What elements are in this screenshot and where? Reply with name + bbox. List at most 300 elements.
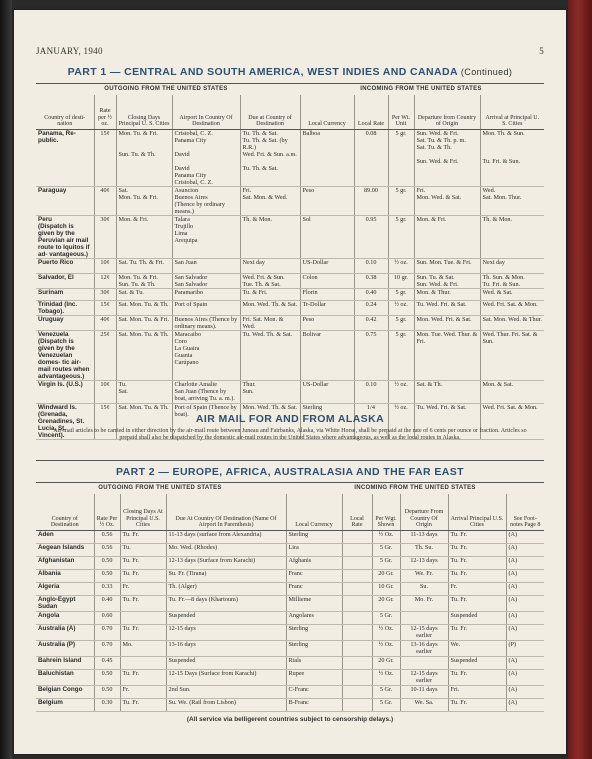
table-cell: ½ oz. [388, 258, 414, 273]
table-cell: Buenos Aires (Thence by ordinary means). [172, 315, 240, 330]
table-cell: 0.75 [354, 330, 388, 380]
table-cell: (A) [506, 569, 544, 582]
country-cell: Uruguay [36, 315, 94, 330]
table-cell: Sterling [300, 403, 354, 439]
table-cell: Paramaribo [172, 288, 240, 300]
table-cell: Charlotte Amalie San Juan (Thence by boat, arriving Tu. a. m.). [172, 380, 240, 403]
table-cell: Mo. [120, 640, 166, 656]
table-cell: Tu. Fr. [120, 698, 166, 711]
table-cell: Next day [480, 258, 544, 273]
table-cell: Mon. Tu. & Fri. Sun. Tu. & Th. [116, 129, 172, 186]
table-cell: 12-15 days [166, 624, 286, 640]
table-cell: (P) [506, 640, 544, 656]
table-cell: 0.50 [94, 685, 120, 698]
table-cell: We. Sa. [400, 698, 448, 711]
table-cell: Suspended [166, 656, 286, 669]
table-cell: 0.56 [94, 530, 120, 543]
column-header: Arrival at Principal U. S. Cities [480, 95, 544, 129]
table-cell: Th. & Mon. [240, 215, 300, 258]
table-cell: 0.24 [354, 300, 388, 315]
table-cell: 5 gr. [388, 330, 414, 380]
table-cell: ½ Oz. [372, 640, 400, 656]
table-cell: Mon. & Sat. [480, 380, 544, 403]
table-cell: Cristobal, C. Z. Panama City David David Panama City Cristobal, C. Z. [172, 129, 240, 186]
part1-title [14, 66, 566, 78]
table-cell: Sat. Mon. Tu. & Th. [116, 403, 172, 439]
table-cell [120, 656, 166, 669]
table-cell: 11-13 days [400, 530, 448, 543]
country-cell: Albania [36, 569, 94, 582]
table-cell: Maracaibo Coro La Guaira Guanta Carúpano [172, 330, 240, 380]
table-cell: Th. & Mon. [480, 215, 544, 258]
table-cell: 20 Gr. [372, 595, 400, 611]
table-cell: Sat. Mon. Tu. & Th. [116, 330, 172, 380]
table-cell: Sat. Mon. Tu. & Th. [116, 300, 172, 315]
table-cell: Sat. & Tu. [116, 288, 172, 300]
table-cell: (A) [506, 624, 544, 640]
table-cell: US-Dollar [300, 258, 354, 273]
table-cell: 10 gr. [388, 273, 414, 288]
alaska-title: AIR MAIL FOR AND FROM ALASKA [195, 413, 385, 425]
table-cell: 0.60 [94, 611, 120, 624]
table-cell: 5 gr. [388, 315, 414, 330]
country-cell: Angola [36, 611, 94, 624]
table-cell: C-Franc [286, 685, 342, 698]
table-cell: Th. Su. [400, 543, 448, 556]
table-cell [342, 595, 372, 611]
table-cell: 20 Gr. [372, 656, 400, 669]
table-cell: 0.42 [354, 315, 388, 330]
column-header: Closing Days Principal U. S. Cities [116, 95, 172, 129]
book-spine [0, 0, 12, 759]
country-cell: Australia (P) [36, 640, 94, 656]
table-row [36, 640, 544, 656]
column-header: Country of Destination [36, 494, 94, 530]
table-row [36, 315, 544, 330]
table-cell: Peso [300, 315, 354, 330]
table-cell: Tu. Fr. [448, 569, 506, 582]
table-cell: Wed. Sat. Mon. Thur. [480, 186, 544, 215]
table-cell: (A) [506, 698, 544, 711]
country-cell: Bahrein Island [36, 656, 94, 669]
table-cell: Franc [286, 582, 342, 595]
table-cell: 5 gr. [388, 186, 414, 215]
table-cell: 89.00 [354, 186, 388, 215]
country-cell: Afghanistan [36, 556, 94, 569]
table-row [36, 258, 544, 273]
column-header: Country of desti- nation [36, 95, 94, 129]
table-cell: Mon. & Thur. [414, 288, 480, 300]
book-cover-edge [568, 0, 592, 759]
country-cell: Panama, Re- public. [36, 129, 94, 186]
table-cell: Mon. Tue. Wed. Thur. & Fri. [414, 330, 480, 380]
table-cell: 12-15 days earlier [400, 669, 448, 685]
table-cell: 5 Gr. [372, 685, 400, 698]
table-cell: Mon. Tu. & Fri. Sun. Tu. & Th. [116, 273, 172, 288]
table-cell: Sat. & Th. [414, 380, 480, 403]
column-header: Local Currency [286, 494, 342, 530]
table-cell: Tu. Th. & Sat. Tu. Th. & Sat. (by R.R.) Wed. Fri. & Sun. a.m. Tu. Th. & Sat. [240, 129, 300, 186]
country-cell: Windward Is. (Grenada, Grenadines, St. Lucia, St. Vincent). [36, 403, 94, 439]
table-cell: (A) [506, 582, 544, 595]
table-cell: 0.38 [354, 273, 388, 288]
column-header: Due At Country Of Destination (Name Of Airport In Parenthesis) [166, 494, 286, 530]
table-cell [400, 611, 448, 624]
table-cell: Mon. Wed. Fri. & Sat. [414, 315, 480, 330]
table-cell: Fri. [448, 685, 506, 698]
table-row [36, 669, 544, 685]
column-header: Arrival Principal U.S. Cities [448, 494, 506, 530]
table-cell: Peso [300, 186, 354, 215]
table-cell [342, 624, 372, 640]
table-cell: US-Dollar [300, 380, 354, 403]
table-cell: (A) [506, 685, 544, 698]
table-cell: 15¢ [94, 300, 116, 315]
table-cell: Tu. Wed. Fri. & Sat. [414, 403, 480, 439]
country-cell: Baluchistan [36, 669, 94, 685]
table-cell: Mon. Th. & Sun. Tu. Fri. & Sun. [480, 129, 544, 186]
table-cell: Sun. Mon. Tue. & Fri. [414, 258, 480, 273]
table-row [36, 129, 544, 186]
divider [36, 460, 544, 461]
table-cell: Colon [300, 273, 354, 288]
table-cell: Afghanis [286, 556, 342, 569]
table-cell: 0.30 [94, 698, 120, 711]
table-cell: Sol [300, 215, 354, 258]
country-cell: Australia (A) [36, 624, 94, 640]
table-row [36, 569, 544, 582]
table-cell: Tu. Wed. Th. & Sat. [240, 330, 300, 380]
part1-title-text: PART 1 — CENTRAL AND SOUTH AMERICA, WEST INDIES AND CANADA [67, 66, 458, 78]
table-cell: Tu. Fr. [448, 556, 506, 569]
table-cell: 5 Gr. [372, 611, 400, 624]
table-cell: Rupee [286, 669, 342, 685]
page-number: 5 [539, 46, 544, 56]
column-header: Closing Days At Principal U.S. Cities [120, 494, 166, 530]
table-cell: 15¢ [94, 403, 116, 439]
country-cell: Puerto Rico [36, 258, 94, 273]
table-cell [342, 582, 372, 595]
table-cell: Tu. Fr. [120, 569, 166, 582]
table-cell: Fri. Mon. Wed. & Sat. [414, 186, 480, 215]
part2-outgoing-label: OUTGOING FROM THE UNITED STATES [98, 485, 222, 491]
column-header: Departure from Country of Origin [414, 95, 480, 129]
table-cell [342, 669, 372, 685]
table-cell: (A) [506, 669, 544, 685]
table-cell: Tu. Fr. [120, 530, 166, 543]
table-cell: 25¢ [94, 330, 116, 380]
table-cell: 0.40 [354, 288, 388, 300]
table-cell: Talara Trujillo Lima Arequipa [172, 215, 240, 258]
table-cell: 1/4 [354, 403, 388, 439]
page-date: JANUARY, 1940 [36, 46, 103, 56]
country-cell: Aden [36, 530, 94, 543]
part2-title: PART 2 — EUROPE, AFRICA, AUSTRALASIA AND THE FAR EAST [116, 466, 464, 478]
table-cell: Tu. Sat. [116, 380, 172, 403]
table-cell: Port of Spain [172, 300, 240, 315]
table-cell: Tu. Fr. [120, 595, 166, 611]
table-row [36, 543, 544, 556]
table-row [36, 656, 544, 669]
table-cell: Tu. Fr. [448, 543, 506, 556]
table-cell: Suspended [448, 656, 506, 669]
part1-continued: (Continued) [460, 67, 513, 77]
table-cell: Balboa [300, 129, 354, 186]
column-header: See Foot- notes Page 8 [506, 494, 544, 530]
table-row [36, 698, 544, 711]
table-cell: Wed. Thur. Fri. Sat. & Sun. [480, 330, 544, 380]
table-cell: Tu. Fr. [120, 556, 166, 569]
table-cell [342, 656, 372, 669]
table-cell: 5 Gr. [372, 556, 400, 569]
table-cell: 5 gr. [388, 129, 414, 186]
table-cell [120, 611, 166, 624]
column-header: Per Wt. Unit [388, 95, 414, 129]
table-cell: 0.95 [354, 215, 388, 258]
table-cell: Tu. & Fri. [240, 288, 300, 300]
table-cell: 12-13 days (Surface from Karachi) [166, 556, 286, 569]
table-cell [342, 685, 372, 698]
part1-outgoing-label: OUTGOING FROM THE UNITED STATES [104, 86, 228, 92]
table-cell: (A) [506, 611, 544, 624]
table-cell: 12-15 days earlier [400, 624, 448, 640]
table-cell: We. [448, 640, 506, 656]
table-row [36, 595, 544, 611]
table-cell: (A) [506, 656, 544, 669]
table-row [36, 530, 544, 543]
table-cell: Sterling [286, 640, 342, 656]
country-cell: Belgian Congo [36, 685, 94, 698]
table-cell: (A) [506, 556, 544, 569]
table-cell: 30¢ [94, 215, 116, 258]
table-cell: 5 Gr. [372, 698, 400, 711]
table-cell: ½ oz. [388, 300, 414, 315]
column-header: Rate Per ½ Oz. [94, 494, 120, 530]
table-cell: ½ Oz. [372, 669, 400, 685]
country-cell: Anglo-Egypt Sudan [36, 595, 94, 611]
table-cell: 30¢ [94, 288, 116, 300]
table-cell: 0.50 [94, 556, 120, 569]
table-cell: ½ oz. [388, 380, 414, 403]
column-header: Due at Country of Destination [240, 95, 300, 129]
part1-table [36, 95, 544, 440]
table-cell: Fr. [120, 582, 166, 595]
table-cell: 2nd Sun. [166, 685, 286, 698]
country-cell: Trinidad (Inc. Tobago). [36, 300, 94, 315]
table-cell: San Juan [172, 258, 240, 273]
table-cell: Th. Sun. & Mon. Tu. Fri. & Sun. [480, 273, 544, 288]
table-cell: Tu. Fr. [120, 624, 166, 640]
table-cell: Fri. Sat. Mon. & Wed. [240, 315, 300, 330]
table-row [36, 300, 544, 315]
table-cell: 0.10 [354, 380, 388, 403]
country-cell: Belgium [36, 698, 94, 711]
table-cell: Sun. Wed. & Fri. Sat. Tu. & Th. p. m. Sat. Tu. & Th. Sun. Wed. & Fri. [414, 129, 480, 186]
table-cell: Asuncion Buenos Aires (Thence by ordinary means.) [172, 186, 240, 215]
part2-incoming-label: INCOMING FROM THE UNITED STATES [354, 485, 476, 491]
table-cell: Tu. Fr. [448, 669, 506, 685]
table-cell: 12¢ [94, 273, 116, 288]
table-row [36, 611, 544, 624]
divider [36, 83, 544, 84]
country-cell: Surinam [36, 288, 94, 300]
table-cell [342, 698, 372, 711]
table-cell: Bolivar [300, 330, 354, 380]
table-cell: Fri. Sat. Mon. & Wed. [240, 186, 300, 215]
part2-table [36, 494, 544, 712]
table-cell: Suspended [166, 611, 286, 624]
country-cell: Paraguay [36, 186, 94, 215]
table-row [36, 215, 544, 258]
table-cell: Tu. Wed. Fri. & Sat. [414, 300, 480, 315]
table-cell: 13-16 days earlier [400, 640, 448, 656]
table-cell: Millieme [286, 595, 342, 611]
table-cell: (A) [506, 595, 544, 611]
table-cell: Rials [286, 656, 342, 669]
column-header: Rate per ½ oz. [94, 95, 116, 129]
table-cell: (A) [506, 530, 544, 543]
table-cell: Lira [286, 543, 342, 556]
table-cell: Sun. Tu. & Sat. Sun. Wed. & Fri. [414, 273, 480, 288]
table-cell: Mo. Wed. (Rhodes) [166, 543, 286, 556]
table-cell: Mo. Fr. [400, 595, 448, 611]
column-header: Local Rate [342, 494, 372, 530]
table-cell: 0.70 [94, 624, 120, 640]
table-cell: Florin [300, 288, 354, 300]
document-page [14, 10, 566, 754]
table-cell: We. Fr. [400, 569, 448, 582]
table-cell [342, 640, 372, 656]
table-cell: Su. [400, 582, 448, 595]
table-cell: San Salvador San Salvador [172, 273, 240, 288]
part1-incoming-label: INCOMING FROM THE UNITED STATES [360, 86, 482, 92]
table-cell [342, 543, 372, 556]
table-cell: Suspended [448, 611, 506, 624]
table-row [36, 186, 544, 215]
country-cell: Aegean Islands [36, 543, 94, 556]
table-cell: Tu. [120, 543, 166, 556]
table-cell: Mon. & Fri. [414, 215, 480, 258]
table-cell: 11-13 days (surface from Alexandria) [166, 530, 286, 543]
table-cell: Sterling [286, 530, 342, 543]
footer-note: (All service via belligerent countries subject to censorship delays.) [186, 716, 394, 723]
table-cell: 0.40 [94, 595, 120, 611]
table-cell: 0.08 [354, 129, 388, 186]
table-cell: Fr. [120, 685, 166, 698]
table-cell: 0.56 [94, 543, 120, 556]
table-row [36, 624, 544, 640]
column-header: Local Rate [354, 95, 388, 129]
table-row [36, 685, 544, 698]
table-cell: Sat. Mon. Wed. & Thur. [480, 315, 544, 330]
table-cell: Sterling [286, 624, 342, 640]
table-cell: Mon. Wed. Th. & Sat. [240, 300, 300, 315]
table-cell: Fr. [448, 582, 506, 595]
table-row [36, 273, 544, 288]
table-cell: Tu. Fr.—8 days (Khartoum) [166, 595, 286, 611]
table-cell: Su. We. (Rail from Lisbon) [166, 698, 286, 711]
alaska-text: Air-mail articles to be carried in either direction by the air-mail route between Juneau and Fairbanks, Alaska, via White Horse, shall be prepaid at the rate of 6 cents per ounce or fraction. Articles so prepaid shall also be dispatched by the domestic air-mail routes in the United States where advantageous, as well as the local routes in Alaska. [53, 428, 527, 441]
country-cell: Virgin Is. (U.S.) [36, 380, 94, 403]
table-cell: Tu. Fr. [448, 624, 506, 640]
table-row [36, 380, 544, 403]
table-cell [342, 569, 372, 582]
country-cell: Salvador, El [36, 273, 94, 288]
table-cell: 5 gr. [388, 215, 414, 258]
table-cell: Sat. Tu. Th. & Fri. [116, 258, 172, 273]
table-cell: Su. Fr. (Tirana) [166, 569, 286, 582]
table-cell: 0.50 [94, 669, 120, 685]
table-cell: ½ Oz. [372, 624, 400, 640]
table-cell: 0.45 [94, 656, 120, 669]
table-cell: 10 Gr. [372, 582, 400, 595]
divider [36, 482, 544, 483]
table-cell: Wed. Fri. Sat. & Mon. [480, 300, 544, 315]
column-header: Local Currency [300, 95, 354, 129]
table-cell: 12-13 days [400, 556, 448, 569]
table-cell: 0.33 [94, 582, 120, 595]
table-cell: Tu. Fr. [120, 669, 166, 685]
table-cell: ½ oz. [388, 403, 414, 439]
table-cell: 0.70 [94, 640, 120, 656]
table-cell: 10¢ [94, 258, 116, 273]
country-cell: Venezuela (Dispatch is given by the Venezuelan domes- tic air-mail routes when advantageous.) [36, 330, 94, 380]
table-cell: Sat. Mon. Tu. & Fri. [116, 186, 172, 215]
table-cell [342, 556, 372, 569]
table-cell: Tr-Dollar [300, 300, 354, 315]
table-cell: B-Franc [286, 698, 342, 711]
table-cell [342, 530, 372, 543]
table-cell: Tu. Fr. [448, 595, 506, 611]
table-cell: 0.10 [354, 258, 388, 273]
table-row [36, 582, 544, 595]
table-cell: Wed. & Sat. [480, 288, 544, 300]
table-cell: Tu. Fr. [448, 530, 506, 543]
table-row [36, 288, 544, 300]
table-cell: 5 Gr. [372, 543, 400, 556]
table-cell: 40¢ [94, 186, 116, 215]
header-row [36, 95, 544, 129]
column-header: Departure From Country Of Origin [400, 494, 448, 530]
table-cell: Sat. Mon. Tu. & Fri. [116, 315, 172, 330]
table-cell: Angolares [286, 611, 342, 624]
table-cell: 13-16 days [166, 640, 286, 656]
table-cell [342, 611, 372, 624]
table-cell: Mon. Wed. Th. & Sat. [240, 403, 300, 439]
table-cell: Mon. & Fri. [116, 215, 172, 258]
column-header: Airport In Country Of Destination [172, 95, 240, 129]
table-cell: 15¢ [94, 129, 116, 186]
table-cell: 0.50 [94, 569, 120, 582]
country-cell: Peru (Dispatch is given by the Peruvian air mail route to Iquitos if ad- vantageous.) [36, 215, 94, 258]
header-row [36, 494, 544, 530]
table-cell: 40¢ [94, 315, 116, 330]
table-cell: (A) [506, 543, 544, 556]
table-cell: 10¢ [94, 380, 116, 403]
table-cell: 12-15 Days (Surface from Karachi) [166, 669, 286, 685]
table-cell: Port of Spain (Thence by boat). [172, 403, 240, 439]
table-row [36, 330, 544, 380]
table-cell: Th. (Alger) [166, 582, 286, 595]
table-cell [400, 656, 448, 669]
table-cell: 20 Gr. [372, 569, 400, 582]
table-cell: Franc [286, 569, 342, 582]
table-cell: ½ Oz. [372, 530, 400, 543]
column-header: Per Wgt. Shown [372, 494, 400, 530]
table-cell: Thur. Sun. [240, 380, 300, 403]
table-cell: Tu. Fr. [448, 698, 506, 711]
table-cell: Wed. Fri. & Sun. Tue. Th. & Sat. [240, 273, 300, 288]
